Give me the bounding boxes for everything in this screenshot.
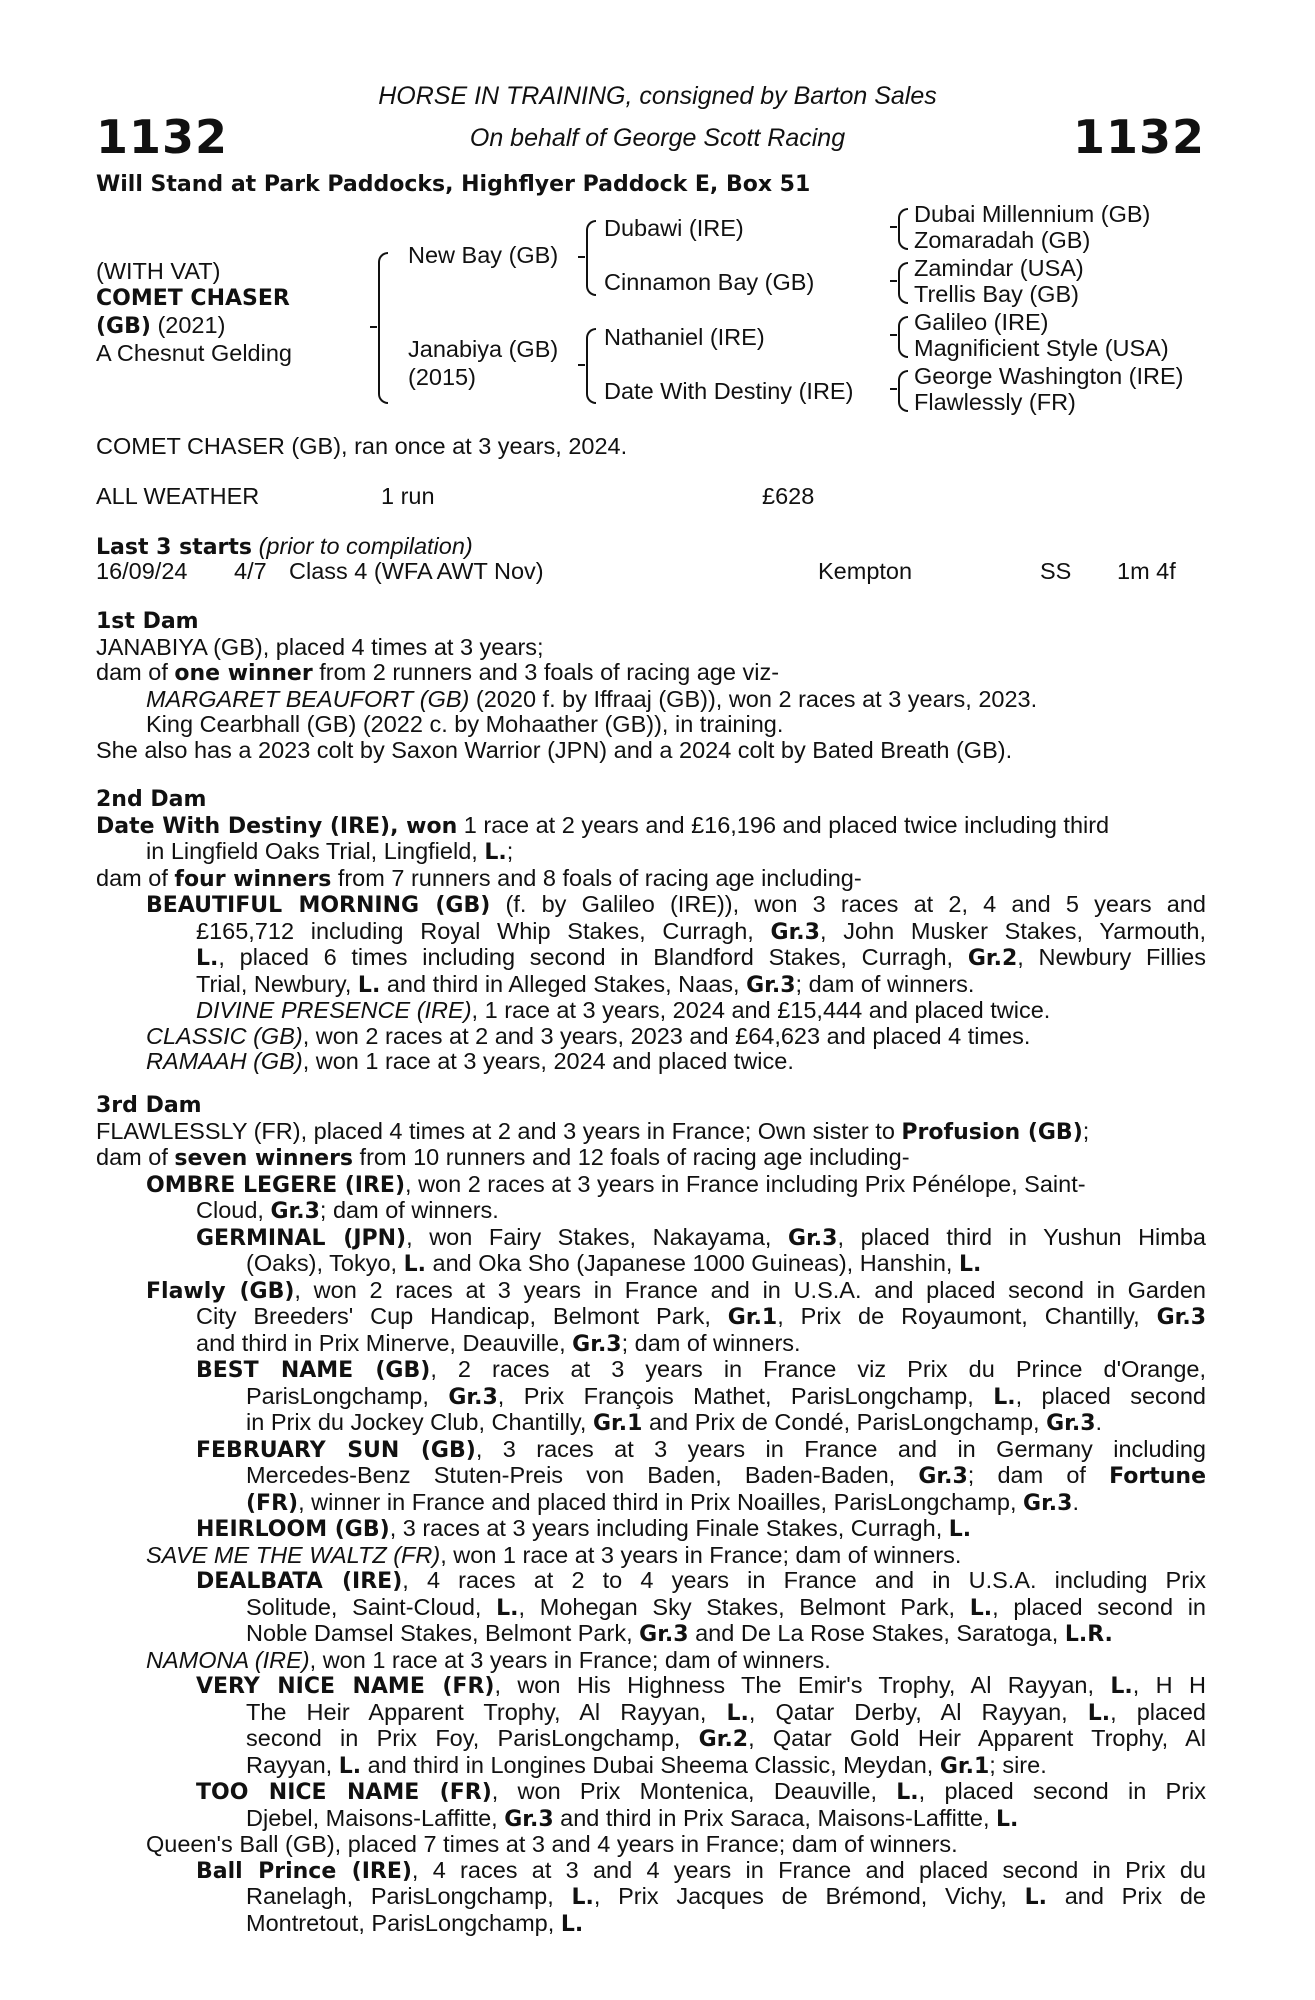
gs-brace-1	[898, 208, 908, 250]
text-fragment: L.	[969, 1595, 993, 1621]
germinal-l1	[96, 1225, 1206, 1252]
text-fragment: Gr.3	[1156, 1305, 1206, 1330]
flawly-l2	[96, 1304, 1206, 1331]
vat-label: (WITH VAT)	[96, 258, 221, 284]
sdd: Trellis Bay (GB)	[914, 281, 1079, 307]
text-fragment: , 1 race at 3 years, 2024 and £15,444 and placed twice.	[471, 997, 1051, 1023]
text-fragment: L.	[996, 1806, 1019, 1832]
text-fragment: ; dam of winners.	[319, 1197, 499, 1223]
start-going: SS	[1040, 558, 1072, 584]
text-fragment: , won 2 races at 3 years in France and in U.S.A. and placed second in Garden	[294, 1276, 1206, 1303]
verynice-l3	[96, 1726, 1206, 1753]
text-fragment: and third in Prix Saraca, Maisons-Laffitte,	[553, 1804, 996, 1831]
last-starts-title: Last 3 starts	[96, 535, 253, 560]
text-fragment: Date With Destiny (IRE), won	[96, 813, 458, 839]
text-fragment: DEALBATA (IRE)	[196, 1569, 403, 1594]
text-fragment: from 7 runners and 8 foals of racing age including-	[331, 864, 862, 891]
namona-line	[96, 1648, 1206, 1674]
text-fragment: Fortune	[1109, 1464, 1206, 1489]
heirloom-line	[96, 1516, 1206, 1543]
dss: Galileo (IRE)	[914, 309, 1049, 335]
text-fragment: Solitude, Saint-Cloud,	[246, 1593, 497, 1620]
text-fragment: FLAWLESSLY (FR), placed 4 times at 2 and 3 years in France; Own sister to	[96, 1117, 902, 1144]
first-dam-l1: JANABIYA (GB), placed 4 times at 3 years;	[96, 633, 544, 660]
text-fragment: Gr.3	[1046, 1411, 1096, 1436]
text-fragment: OMBRE LEGERE (IRE)	[146, 1172, 406, 1198]
text-fragment: Gr.3	[918, 1464, 968, 1489]
text-fragment: Gr.2	[698, 1727, 749, 1752]
text-fragment: and De La Rose Stakes, Saratoga,	[688, 1620, 1065, 1646]
ombre-l2	[96, 1198, 1206, 1225]
text-fragment: , won His Highness The Emir's Trophy, Al Rayyan,	[494, 1672, 1111, 1698]
text-fragment: (Oaks), Tokyo,	[246, 1250, 404, 1276]
gs-brace-1-tip	[890, 226, 897, 228]
text-fragment: and Prix de	[1047, 1883, 1206, 1909]
text-fragment: Rayyan,	[246, 1751, 339, 1778]
text-fragment: , won 2 races at 3 years in France including Prix Pénélope, Saint-	[405, 1170, 1086, 1197]
text-fragment: DIVINE PRESENCE (IRE)	[196, 997, 472, 1023]
dam-brace-tip	[578, 364, 585, 366]
text-fragment: L.	[959, 1252, 982, 1277]
text-fragment: VERY NICE NAME (FR)	[196, 1674, 495, 1699]
text-fragment: , Newbury Fillies	[1017, 944, 1207, 970]
text-fragment: , 4 races at 2 to 4 years in France and in U.S.A. including Prix	[402, 1567, 1207, 1593]
text-fragment: , Mohegan Sky Stakes, Belmont Park,	[518, 1593, 970, 1620]
text-fragment: , 3 races at 3 years in France and in Germany including	[475, 1435, 1206, 1462]
text-fragment: Gr.1	[939, 1753, 990, 1779]
text-fragment: Gr.3	[448, 1384, 498, 1410]
text-fragment: Gr.2	[967, 946, 1018, 971]
stand-location: Will Stand at Park Paddocks, Highflyer Paddock E, Box 51	[96, 172, 811, 197]
febsun-l3	[96, 1490, 1206, 1517]
text-fragment: (FR)	[246, 1490, 299, 1516]
horse-year: (2021)	[157, 312, 226, 338]
text-fragment: from 10 runners and 12 foals of racing age including-	[353, 1144, 910, 1170]
sss: Dubai Millennium (GB)	[914, 201, 1151, 227]
text-fragment: CLASSIC (GB)	[146, 1022, 303, 1049]
dp-line	[96, 998, 1206, 1024]
third-dam-l1	[96, 1119, 1206, 1146]
text-fragment: Montretout, ParisLongchamp,	[246, 1909, 561, 1936]
text-fragment: dam of	[96, 1144, 175, 1170]
germinal-l2	[96, 1251, 1206, 1278]
text-fragment: , Qatar Gold Heir Apparent Trophy, Al	[748, 1725, 1206, 1751]
text-fragment: L.	[1024, 1885, 1047, 1910]
text-fragment: L.	[196, 946, 219, 971]
flawly-l3	[96, 1331, 1206, 1358]
text-fragment: L.	[896, 1780, 919, 1805]
savemewaltz-line	[96, 1543, 1206, 1569]
text-fragment: BEAUTIFUL MORNING (GB)	[146, 893, 491, 918]
text-fragment: Gr.3	[788, 1225, 838, 1251]
toonice-l1	[96, 1779, 1206, 1806]
text-fragment: ;	[1082, 1117, 1090, 1144]
text-fragment: , 2 races at 3 years in France viz Prix du Prince d'Orange,	[430, 1356, 1206, 1382]
text-fragment: Cloud,	[196, 1197, 271, 1223]
text-fragment: , winner in France and placed third in Prix Noailles, ParisLongchamp,	[298, 1488, 1024, 1515]
text-fragment: , placed	[1110, 1698, 1206, 1725]
text-fragment: and Oka Sho (Japanese 1000 Guineas), Hanshin,	[425, 1250, 959, 1276]
bestname-l2	[96, 1384, 1206, 1411]
text-fragment: L.	[571, 1885, 594, 1910]
text-fragment: in Prix du Jockey Club, Chantilly,	[246, 1409, 593, 1435]
text-fragment: ParisLongchamp,	[246, 1382, 449, 1409]
behalf-line: On behalf of George Scott Racing	[469, 124, 846, 152]
text-fragment: Trial, Newbury,	[196, 970, 358, 997]
bestname-l3	[96, 1410, 1206, 1437]
bm-l3	[96, 945, 1206, 972]
first-dam-section	[96, 609, 1206, 763]
text-fragment: (2020 f. by Iffraaj (GB)), won 2 races at 3 years, 2023.	[469, 685, 1038, 712]
lot-number-left: 1132	[96, 110, 229, 164]
sire-brace-tip	[578, 256, 585, 258]
text-fragment: Ball Prince (IRE)	[196, 1858, 412, 1884]
text-fragment: Gr.1	[727, 1305, 778, 1330]
text-fragment: and third in Alleged Stakes, Naas,	[380, 970, 747, 997]
last-starts-note: (prior to compilation)	[258, 533, 473, 559]
text-fragment: City Breeders' Cup Handicap, Belmont Park,	[196, 1303, 728, 1329]
text-fragment: Gr.3	[270, 1199, 320, 1224]
text-fragment: SAVE ME THE WALTZ (FR)	[146, 1541, 441, 1568]
text-fragment: L.	[1087, 1700, 1111, 1726]
record-earnings: £628	[762, 483, 815, 509]
third-dam-title: 3rd Dam	[96, 1093, 202, 1118]
text-fragment: L.	[948, 1517, 972, 1542]
dsd: Magnificient Style (USA)	[914, 335, 1169, 361]
first-dam-title: 1st Dam	[96, 609, 199, 634]
text-fragment: L.	[993, 1384, 1016, 1410]
text-fragment: , won 1 race at 3 years in France; dam of winners.	[440, 1541, 962, 1568]
text-fragment: FEBRUARY SUN (GB)	[196, 1437, 476, 1463]
text-fragment: second in Prix Foy, ParisLongchamp,	[246, 1725, 699, 1751]
bm-l2	[96, 919, 1206, 946]
text-fragment: ; dam of	[967, 1462, 1110, 1488]
start-race: Class 4 (WFA AWT Nov)	[289, 558, 544, 584]
bestname-l1	[96, 1357, 1206, 1384]
gs-brace-4	[898, 370, 908, 412]
second-dam-title: 2nd Dam	[96, 787, 207, 812]
sire-sire: Dubawi (IRE)	[604, 215, 744, 241]
text-fragment: Gr.1	[592, 1411, 643, 1436]
ramaah-line	[96, 1049, 1206, 1075]
text-fragment: Profusion (GB)	[901, 1119, 1083, 1145]
text-fragment: , won Prix Montenica, Deauville,	[491, 1778, 897, 1804]
gs-brace-4-tip	[890, 388, 897, 390]
text-fragment: , Prix de Royaumont, Chantilly,	[777, 1303, 1157, 1329]
text-fragment: .	[1072, 1488, 1079, 1515]
text-fragment: ; dam of winners.	[795, 970, 975, 997]
text-fragment: Gr.3	[746, 972, 796, 998]
text-fragment: RAMAAH (GB)	[146, 1048, 303, 1074]
ballprince-l1	[96, 1858, 1206, 1885]
text-fragment: HEIRLOOM (GB)	[196, 1517, 390, 1542]
start-course: Kempton	[818, 558, 913, 584]
text-fragment: L.	[357, 972, 381, 998]
text-fragment: , 4 races at 3 and 4 years in France and placed second in Prix du	[411, 1856, 1206, 1883]
dam-dam: Date With Destiny (IRE)	[604, 378, 854, 404]
text-fragment: £165,712 including Royal Whip Stakes, Curragh,	[196, 917, 771, 944]
text-fragment: L.R.	[1064, 1622, 1113, 1647]
text-fragment: , Prix Jacques de Brémond, Vichy,	[593, 1883, 1025, 1909]
text-fragment: seven winners	[174, 1146, 354, 1171]
text-fragment: , won 1 race at 3 years, 2024 and placed twice.	[302, 1048, 794, 1074]
text-fragment: dam of	[96, 864, 175, 891]
text-fragment: , placed third in Yushun Himba	[837, 1223, 1206, 1250]
text-fragment: Gr.3	[572, 1331, 622, 1357]
text-fragment: L.	[560, 1911, 584, 1937]
text-fragment: GERMINAL (JPN)	[196, 1225, 407, 1251]
text-fragment: and Prix de Condé, ParisLongchamp,	[642, 1409, 1047, 1435]
lot-number-right: 1132	[1072, 110, 1205, 164]
text-fragment: , John Musker Stakes, Yarmouth,	[819, 917, 1206, 944]
text-fragment: , Prix François Mathet, ParisLongchamp,	[497, 1382, 994, 1409]
classic-line	[96, 1024, 1206, 1050]
text-fragment: ;	[506, 838, 514, 864]
flawly-l1	[96, 1278, 1206, 1305]
first-dam-l5: She also has a 2023 colt by Saxon Warrior (JPN) and a 2024 colt by Bated Breath (GB).	[96, 736, 1013, 763]
ssd: Zomaradah (GB)	[914, 227, 1091, 253]
text-fragment: , placed second in	[992, 1593, 1206, 1620]
text-fragment: , won Fairy Stakes, Nakayama,	[406, 1223, 789, 1250]
first-dam-foal-1	[96, 687, 1206, 713]
first-dam-foal-2: King Cearbhall (GB) (2022 c. by Mohaather (GB)), in training.	[146, 711, 784, 737]
ballprince-l2	[96, 1884, 1206, 1911]
text-fragment: L.	[403, 1252, 426, 1277]
queensball-line: Queen's Ball (GB), placed 7 times at 3 and 4 years in France; dam of winners.	[146, 1831, 958, 1857]
text-fragment: , 3 races at 3 years including Finale Stakes, Curragh,	[389, 1515, 949, 1541]
text-fragment: L.	[496, 1595, 519, 1621]
horse-name: COMET CHASER	[96, 286, 290, 311]
text-fragment: 1 race at 2 years and £16,196 and placed twice including third	[457, 811, 1110, 838]
febsun-l2	[96, 1463, 1206, 1490]
text-fragment: Djebel, Maisons-Laffitte,	[246, 1804, 505, 1831]
text-fragment: Noble Damsel Stakes, Belmont Park,	[246, 1620, 640, 1646]
bm-l4	[96, 972, 1206, 999]
horse-country: (GB)	[96, 314, 151, 339]
second-dam-l3	[96, 866, 1206, 893]
dam-brace	[586, 328, 596, 404]
text-fragment: dam of	[96, 659, 175, 685]
text-fragment: in Lingfield Oaks Trial, Lingfield,	[146, 838, 485, 864]
text-fragment: , won 1 race at 3 years in France; dam of winners.	[309, 1646, 831, 1673]
text-fragment: from 2 runners and 3 foals of racing age viz-	[312, 659, 780, 685]
text-fragment: .	[1095, 1409, 1103, 1435]
ballprince-l3	[96, 1911, 1206, 1938]
race-summary: COMET CHASER (GB), ran once at 3 years, 2024.	[96, 433, 628, 459]
text-fragment: Ranelagh, ParisLongchamp,	[246, 1883, 572, 1909]
text-fragment: and third in Prix Minerve, Deauville,	[196, 1329, 573, 1356]
horse-description: A Chesnut Gelding	[96, 340, 292, 366]
dealbata-l1	[96, 1568, 1206, 1595]
text-fragment: Gr.3	[504, 1806, 554, 1832]
pedigree-brace-main	[378, 252, 388, 404]
start-distance: 1m 4f	[1117, 558, 1176, 584]
text-fragment: ; sire.	[989, 1751, 1047, 1778]
dds: George Washington (IRE)	[914, 363, 1184, 389]
text-fragment: The Heir Apparent Trophy, Al Rayyan,	[246, 1698, 727, 1725]
third-dam-section	[96, 1093, 1206, 1937]
febsun-l1	[96, 1437, 1206, 1464]
second-dam-l1	[96, 813, 1206, 840]
text-fragment: L.	[484, 840, 507, 865]
text-fragment: four winners	[174, 866, 332, 892]
text-fragment: (f. by Galileo (IRE)), won 3 races at 2, 4 and 5 years and	[490, 891, 1206, 917]
text-fragment: , won 2 races at 2 and 3 years, 2023 and £64,623 and placed 4 times.	[302, 1022, 1031, 1049]
dam-sire: Nathaniel (IRE)	[604, 324, 765, 350]
text-fragment: , placed second in Prix	[918, 1778, 1206, 1804]
ddd: Flawlessly (FR)	[914, 389, 1076, 415]
text-fragment: Flawly (GB)	[146, 1278, 295, 1304]
gs-brace-3-tip	[890, 334, 897, 336]
gs-brace-2	[898, 262, 908, 304]
first-dam-l2	[96, 660, 1206, 687]
consignor-line: HORSE IN TRAINING, consigned by Barton Sales	[378, 82, 937, 110]
text-fragment: , H H	[1132, 1672, 1206, 1698]
second-dam-l2	[96, 839, 1206, 866]
dealbata-l3	[96, 1621, 1206, 1648]
second-dam-section	[96, 787, 1206, 1075]
sds: Zamindar (USA)	[914, 255, 1084, 281]
text-fragment: Gr.3	[770, 919, 820, 945]
text-fragment: L.	[726, 1700, 749, 1726]
text-fragment: and third in Longines Dubai Sheema Classic, Meydan,	[361, 1751, 940, 1778]
text-fragment: L.	[1110, 1674, 1133, 1699]
dam-year: (2015)	[408, 364, 476, 390]
text-fragment: Mercedes-Benz Stuten-Preis von Baden, Baden-Baden,	[246, 1462, 919, 1488]
sire-dam: Cinnamon Bay (GB)	[604, 269, 815, 295]
text-fragment: ; dam of winners.	[621, 1329, 801, 1356]
dam: Janabiya (GB)	[408, 336, 559, 362]
ombre-l1	[96, 1172, 1206, 1199]
dealbata-l2	[96, 1595, 1206, 1622]
start-date: 16/09/24	[96, 558, 188, 584]
verynice-l1	[96, 1673, 1206, 1700]
text-fragment: NAMONA (IRE)	[146, 1646, 310, 1673]
sire-brace	[586, 220, 596, 296]
text-fragment: Gr.3	[1023, 1490, 1073, 1516]
text-fragment: , Qatar Derby, Al Rayyan,	[748, 1698, 1088, 1725]
horse-identity	[96, 258, 292, 367]
text-fragment: TOO NICE NAME (FR)	[196, 1780, 492, 1805]
sire: New Bay (GB)	[408, 242, 559, 268]
verynice-l2	[96, 1700, 1206, 1727]
pedigree-brace-main-tip	[370, 326, 377, 328]
text-fragment: L.	[338, 1753, 362, 1779]
start-position: 4/7	[234, 558, 267, 584]
text-fragment: , placed 6 times including second in Blandford Stakes, Curragh,	[218, 944, 968, 970]
record-runs: 1 run	[381, 483, 435, 509]
text-fragment: MARGARET BEAUFORT (GB)	[146, 685, 470, 712]
record-surface: ALL WEATHER	[96, 483, 260, 509]
text-fragment: one winner	[174, 661, 313, 686]
text-fragment: , placed second	[1015, 1382, 1206, 1409]
gs-brace-2-tip	[890, 280, 897, 282]
verynice-l4	[96, 1753, 1206, 1780]
bm-l1	[96, 892, 1206, 919]
toonice-l2	[96, 1806, 1206, 1833]
third-dam-l2	[96, 1145, 1206, 1172]
text-fragment: Gr.3	[639, 1622, 689, 1647]
text-fragment: BEST NAME (GB)	[196, 1358, 431, 1383]
gs-brace-3	[898, 316, 908, 358]
